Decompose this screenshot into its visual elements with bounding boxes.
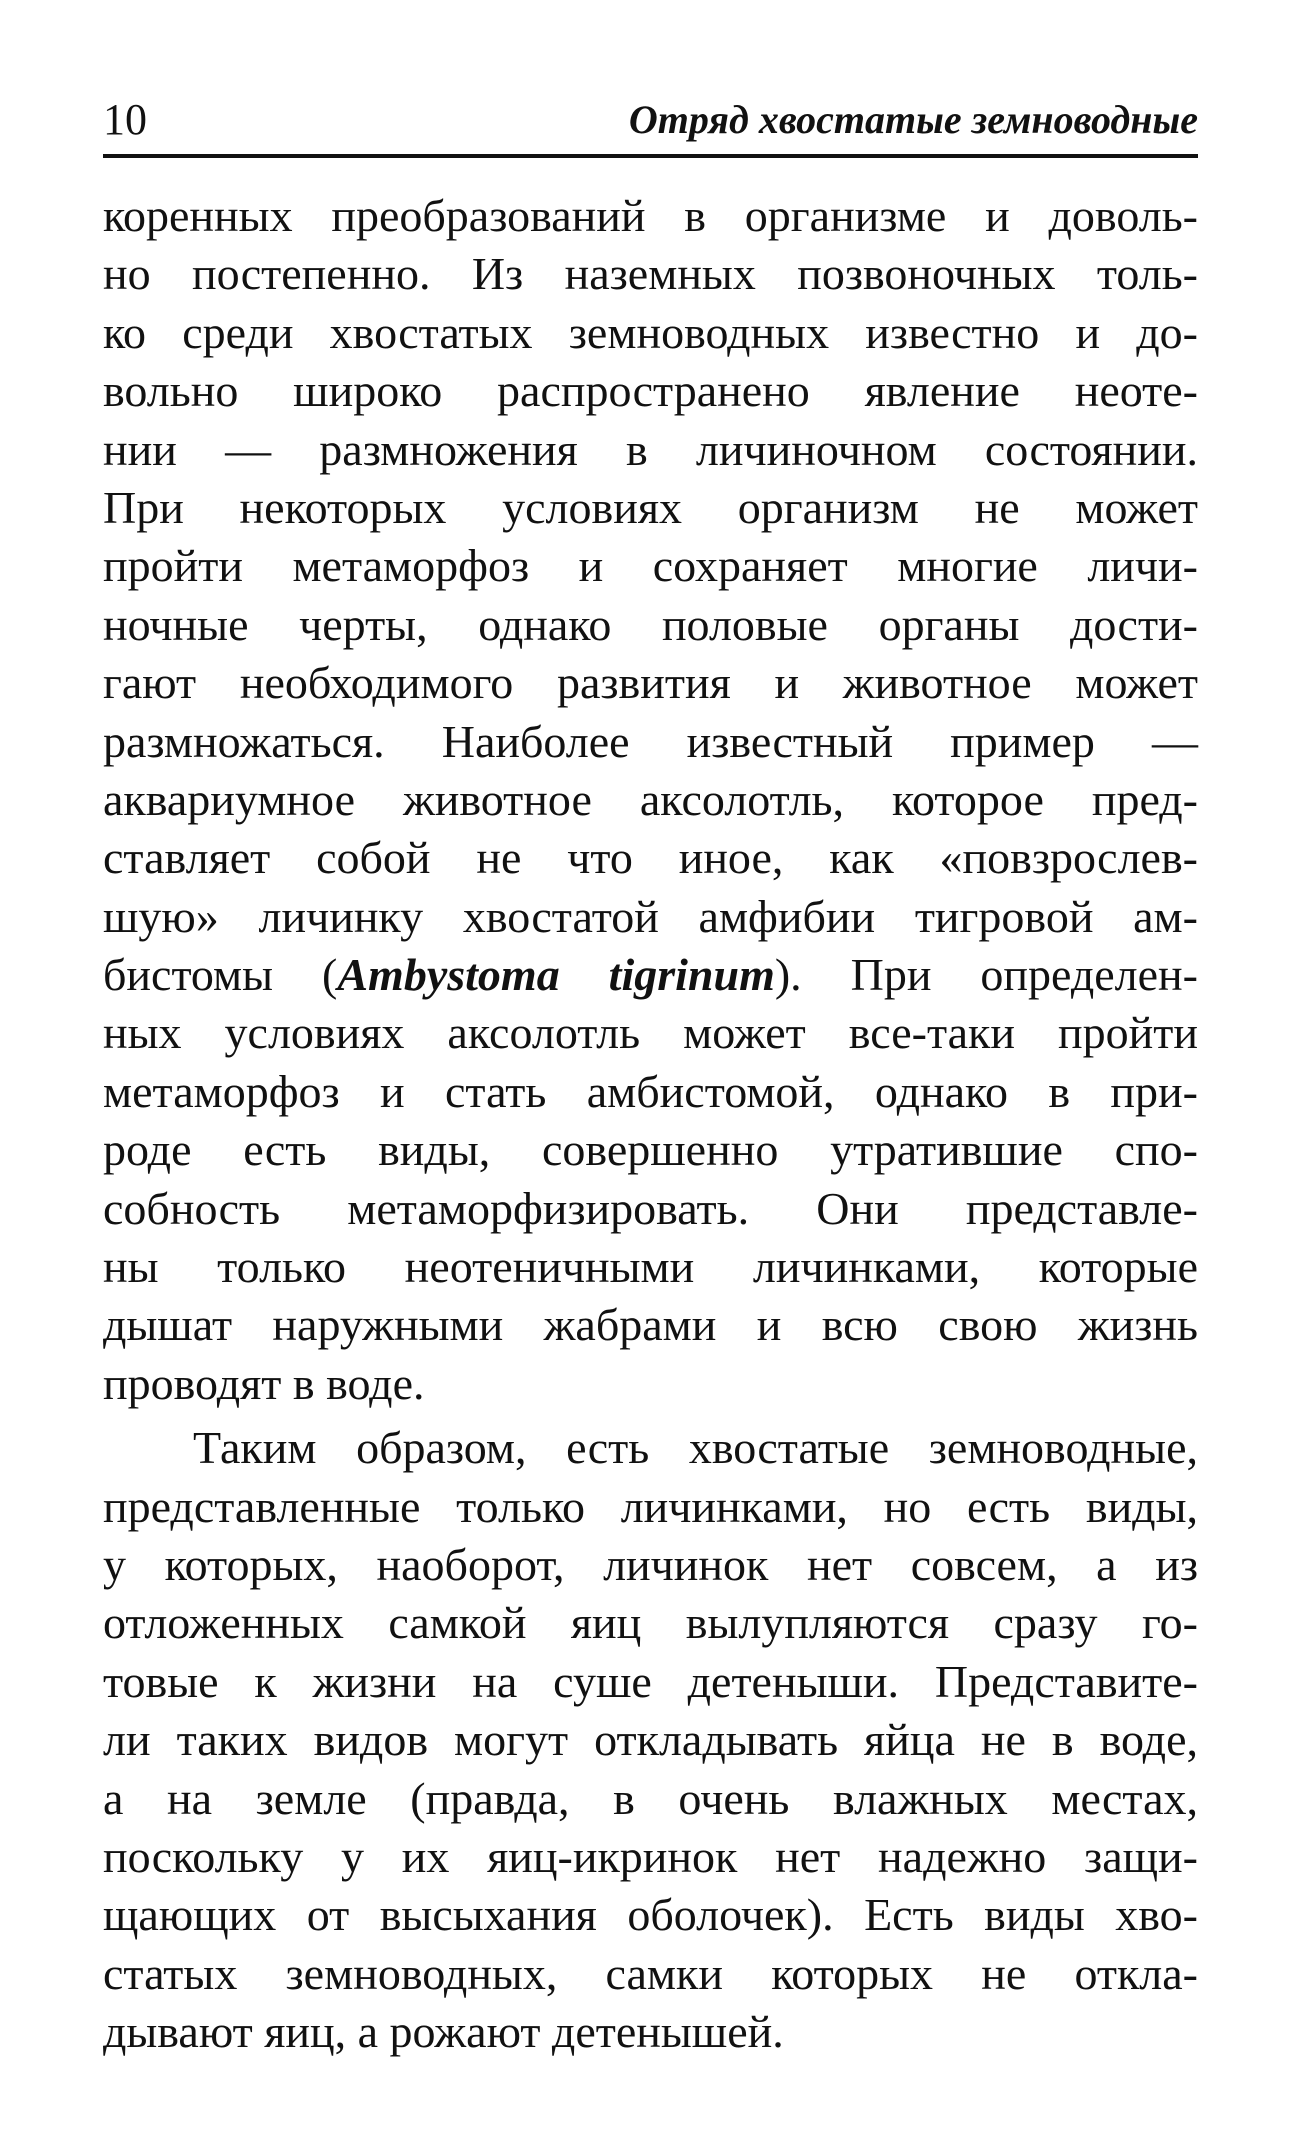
paragraph [103, 1419, 1198, 2061]
text-line: у которых, наоборот, личинок нет совсем, а из [103, 1538, 1198, 1590]
text-line: ставляет собой не что иное, как «повзрослев- [103, 832, 1198, 884]
body-text [103, 187, 1198, 2062]
text-line: ли таких видов могут откладывать яйца не в воде, [103, 1714, 1198, 1766]
text-line: представленные только личинками, но есть виды, [103, 1480, 1198, 1532]
text-line: поскольку у их яиц-икринок нет надежно защи- [103, 1830, 1198, 1882]
text-line: ночные черты, однако половые органы дости- [103, 598, 1198, 650]
text-line: размножаться. Наиболее известный пример — [103, 715, 1198, 767]
text-line: гают необходимого развития и животное может [103, 657, 1198, 709]
species-line-after: ). При определен- [774, 949, 1198, 1001]
text-line: ко среди хвостатых земноводных известно и до- [103, 306, 1198, 358]
text-line: ны только неотеничными личинками, которые [103, 1241, 1198, 1293]
text-line: шую» личинку хвостатой амфибии тигровой ам- [103, 890, 1198, 942]
text-line: Таким образом, есть хвостатые земноводные, [193, 1422, 1198, 1474]
page-header [103, 92, 1198, 148]
text-line-species [103, 946, 1198, 1004]
text-line: дышат наружными жабрами и всю свою жизнь [103, 1299, 1198, 1351]
text-line: дывают яиц, а рожают детенышей. [103, 2006, 784, 2058]
text-line: При некоторых условиях организм не может [103, 481, 1198, 533]
text-line: собность метаморфизировать. Они представле- [103, 1182, 1198, 1234]
running-title: Отряд хвостатые земноводные [628, 97, 1198, 142]
text-line: вольно широко распространено явление неоте- [103, 365, 1198, 417]
text-line: метаморфоз и стать амбистомой, однако в при- [103, 1065, 1198, 1117]
text-line: коренных преобразований в организме и доволь- [103, 190, 1198, 241]
text-line: пройти метаморфоз и сохраняет многие личи- [103, 540, 1198, 592]
text-line: ных условиях аксолотль может все-таки пройти [103, 1007, 1198, 1059]
species-name: Ambystoma tigrinum [337, 949, 775, 1001]
text-line: но постепенно. Из наземных позвоночных толь- [103, 248, 1198, 300]
paragraph [103, 187, 1198, 1413]
text-line: товые к жизни на суше детеныши. Представите- [103, 1655, 1198, 1707]
text-line: роде есть виды, совершенно утратившие спо- [103, 1124, 1198, 1176]
text-line: а на земле (правда, в очень влажных местах, [103, 1772, 1198, 1824]
text-line: аквариумное животное аксолотль, которое пред- [103, 773, 1198, 825]
header-divider [103, 154, 1198, 158]
text-line: отложенных самкой яиц вылупляются сразу го- [103, 1597, 1198, 1649]
text-line: проводят в воде. [103, 1357, 425, 1409]
text-line: статых земноводных, самки которых не откла- [103, 1947, 1198, 1999]
page-number: 10 [103, 95, 147, 144]
text-line: щающих от высыхания оболочек). Есть виды хво- [103, 1889, 1198, 1941]
species-line-before: бистомы ( [103, 949, 338, 1001]
text-line: нии — размножения в личиночном состоянии. [103, 423, 1198, 475]
